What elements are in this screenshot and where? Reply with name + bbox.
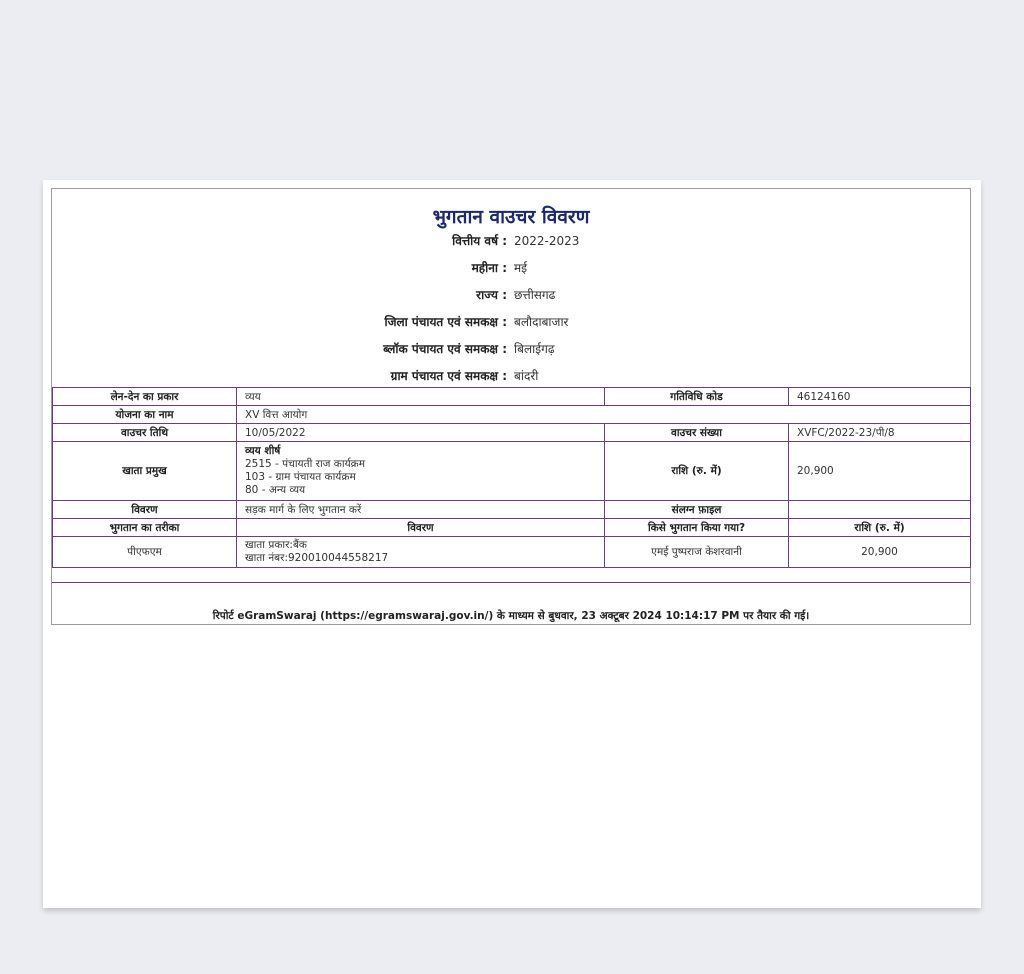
meta-district-panchayat	[52, 315, 970, 342]
meta-label: जिला पंचायत एवं समकक्ष :	[384, 315, 507, 329]
table-row	[53, 406, 971, 424]
description-label: विवरण	[53, 501, 237, 519]
footer-divider	[52, 582, 970, 583]
meta-value: छत्तीसगढ	[514, 288, 556, 302]
meta-block-panchayat	[52, 342, 970, 369]
meta-value: 2022-2023	[514, 234, 580, 248]
meta-month	[52, 261, 970, 288]
expense-head-line: 2515 - पंचायती राज कार्यक्रम	[245, 458, 366, 470]
expense-head-line: 80 - अन्य व्यय	[245, 484, 306, 496]
voucher-number-label: वाउचर संख्या	[605, 424, 789, 442]
account-type: खाता प्रकार:बैंक	[245, 539, 307, 551]
report-page	[43, 180, 981, 908]
report-footer: रिपोर्ट eGramSwaraj (https://egramswaraj.gov.in/) के माध्यम से बुधवार, 23 अक्टूबर 2024 10:14:17 PM पर तैयार की गई।	[212, 610, 810, 622]
description-value: सड़क मार्ग के लिए भुगतान करें	[237, 501, 605, 519]
payment-details-cell	[237, 537, 605, 568]
account-head-label: खाता प्रमुख	[53, 442, 237, 501]
table-row	[53, 424, 971, 442]
payment-amount-value: 20,900	[789, 537, 971, 568]
account-number: खाता नंबर:920010044558217	[245, 552, 389, 564]
payment-method-header: भुगतान का तरीका	[53, 519, 237, 537]
amount-value: 20,900	[789, 442, 971, 501]
meta-label: वित्तीय वर्ष :	[452, 234, 507, 248]
meta-label: राज्य :	[476, 288, 507, 302]
voucher-date-value: 10/05/2022	[237, 424, 605, 442]
table-row	[53, 501, 971, 519]
meta-state	[52, 288, 970, 315]
meta-label: ग्राम पंचायत एवं समकक्ष :	[390, 369, 507, 383]
voucher-table	[52, 387, 971, 568]
payee-header: किसे भुगतान किया गया?	[605, 519, 789, 537]
meta-financial-year	[52, 234, 970, 261]
table-row	[53, 442, 971, 501]
payment-amount-header: राशि (रु. में)	[789, 519, 971, 537]
activity-code-label: गतिविधि कोड	[605, 388, 789, 406]
payment-row	[53, 537, 971, 568]
table-row	[53, 388, 971, 406]
payment-header-row	[53, 519, 971, 537]
voucher-frame	[51, 188, 971, 625]
attachment-label: संलग्न फ़ाइल	[605, 501, 789, 519]
payment-method-value: पीएफएम	[53, 537, 237, 568]
page-title: भुगतान वाउचर विवरण	[432, 206, 590, 228]
scheme-label: योजना का नाम	[53, 406, 237, 424]
expense-head-cell	[237, 442, 605, 501]
activity-code-value: 46124160	[789, 388, 971, 406]
voucher-date-label: वाउचर तिथि	[53, 424, 237, 442]
expense-head-line: 103 - ग्राम पंचायत कार्यक्रम	[245, 471, 356, 483]
meta-value: बलौदाबाजार	[514, 315, 569, 329]
voucher-number-value: XVFC/2022-23/पी/8	[789, 424, 971, 442]
payment-details-header: विवरण	[237, 519, 605, 537]
meta-value: बांदरी	[514, 369, 539, 383]
attachment-value	[789, 501, 971, 519]
amount-label: राशि (रु. में)	[605, 442, 789, 501]
voucher-meta	[52, 234, 970, 396]
expense-head-title: व्यय शीर्ष	[245, 445, 281, 457]
meta-label: ब्लॉक पंचायत एवं समकक्ष :	[383, 342, 507, 356]
meta-value: बिलाईगढ़	[514, 342, 555, 356]
transaction-type-value: व्यय	[237, 388, 605, 406]
meta-value: मई	[514, 261, 528, 275]
meta-label: महीना :	[471, 261, 507, 275]
transaction-type-label: लेन-देन का प्रकार	[53, 388, 237, 406]
payee-value: एमई पुष्पराज केशरवानी	[605, 537, 789, 568]
scheme-value: XV वित्त आयोग	[237, 406, 971, 424]
